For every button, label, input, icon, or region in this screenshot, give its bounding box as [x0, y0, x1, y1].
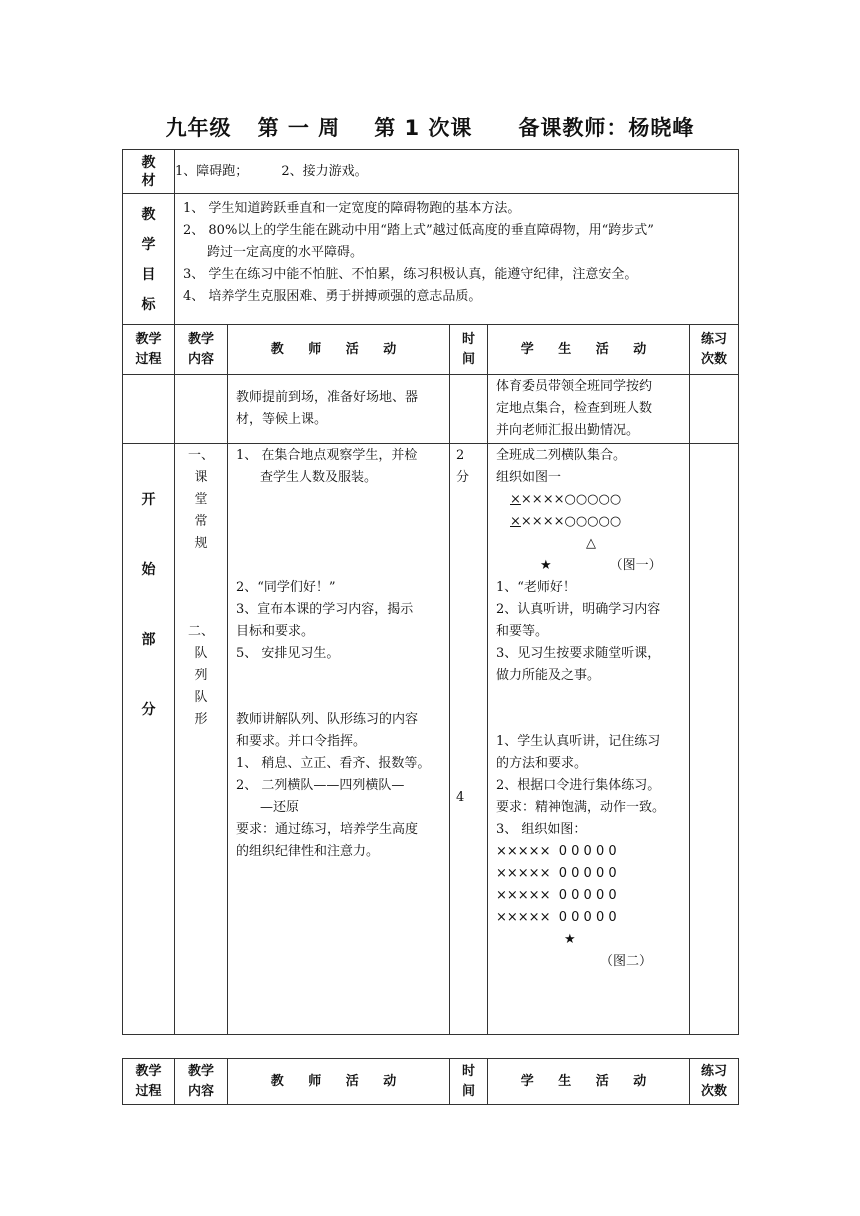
routine-title: 一、 课 堂 常 规 [187, 448, 214, 551]
section-practice [690, 444, 739, 1035]
section-time: 2 分 4 [450, 444, 488, 1035]
column-header-row [123, 325, 739, 375]
pre-class-time [450, 375, 488, 444]
formation-row: ××××× 0 0 0 0 0 [496, 910, 617, 925]
pre-class-row [123, 375, 739, 444]
formation-row: ××××× 0 0 0 0 0 [496, 844, 617, 859]
col-time: 时 间 [450, 1059, 488, 1105]
col-teacher: 教 师 活 动 [228, 325, 450, 375]
pre-class-student: 体育委员带领全班同学按约 定地点集合，检查到班人数 并向老师汇报出勤情况。 [488, 375, 690, 444]
figure-caption: （图二） [600, 954, 653, 969]
star-icon: ★ [564, 932, 576, 947]
materials-label: 教 材 [123, 150, 175, 194]
formation-row: ×××××○○○○○ [510, 514, 622, 529]
col-process: 教学 过程 [123, 1059, 175, 1105]
continuation-header-table [122, 1058, 739, 1105]
formation-row: ×××××○○○○○ [510, 492, 622, 507]
section-student: 全班成二列横队集合。 组织如图一 ×××××○○○○○ ×××××○○○○○ △ ★ （图一） 1、“老师好！ 2、认真听讲，明确学习内容 和要等。 3、见习生按要求随堂听课， 做力所能及之事。 1、学生认真听讲，记住练习 的方法和要求。 2、根据口令进行集体练习。 要求：精神饱满，动作一致。 3、 组织如图： ××××× 0 0 0 0 0 ××××× 0 0 0 0 0 ××××× 0 0 0 0 0 ××××× 0 0 0 0 0 ★ （图二） [488, 444, 690, 1035]
section-teacher: 1、 在集合地点观察学生，并检 查学生人数及服装。 2、“同学们好！” 3、宣布本课的学习内容，揭示 目标和要求。 5、 安排见习生。 教师讲解队列、队形练习的内容 和要求。并口令指挥。 1、 稍息、立正、看齐、报数等。 2、 二列横队——四列横队— —还原 要求：通过练习，培养学生高度 的组织纪律性和注意力。 [228, 444, 450, 1035]
objective-item: 3、 学生在练习中能不怕脏、不怕累，练习积极认真，能遵守纪律，注意安全。 [183, 267, 638, 282]
col-student: 学 生 活 动 [488, 1059, 690, 1105]
objectives-row [123, 194, 739, 325]
col-practice: 练习 次数 [690, 325, 739, 375]
drill-title: 二、 队 列 队 形 [187, 624, 214, 727]
formation-triangle: △ [586, 536, 596, 551]
star-icon: ★ [540, 558, 552, 573]
formation-row: ××××× 0 0 0 0 0 [496, 866, 617, 881]
col-practice: 练习 次数 [690, 1059, 739, 1105]
objective-item: 4、 培养学生克服困难、勇于拼搏顽强的意志品质。 [183, 289, 482, 304]
col-teacher: 教 师 活 动 [228, 1059, 450, 1105]
section-content [175, 444, 228, 1035]
grade-label: 九年级 [165, 116, 232, 140]
lesson-label: 第 1 次课 [374, 116, 473, 140]
objective-item: 跨过一定高度的水平障碍。 [207, 245, 364, 260]
col-content: 教学 内容 [175, 1059, 228, 1105]
pre-class-process [123, 375, 175, 444]
objective-item: 2、 80%以上的学生能在跳动中用“踏上式”越过低高度的垂直障碍物，用“跨步式” [183, 223, 654, 238]
col-time: 时 间 [450, 325, 488, 375]
opening-section-row [123, 444, 739, 1035]
formation-figure-caption: ★ （图一） [496, 555, 687, 577]
formation-row: ××××× 0 0 0 0 0 [496, 888, 617, 903]
col-process: 教学 过程 [123, 325, 175, 375]
lesson-plan-table [122, 149, 739, 1035]
objectives-text [175, 194, 739, 325]
week-label: 第 一 周 [257, 116, 341, 140]
teacher-label: 备课教师：杨晓峰 [518, 116, 695, 140]
objectives-label: 教 学 目 标 [123, 194, 175, 325]
materials-row [123, 150, 739, 194]
objective-item: 1、 学生知道跨跃垂直和一定宽度的障碍物跑的基本方法。 [183, 201, 521, 216]
pre-class-content [175, 375, 228, 444]
pre-class-practice [690, 375, 739, 444]
col-content: 教学 内容 [175, 325, 228, 375]
page-title [0, 112, 860, 142]
materials-text: 1、障碍跑； 2、接力游戏。 [175, 150, 739, 194]
pre-class-teacher: 教师提前到场，准备好场地、器 材，等候上课。 [228, 375, 450, 444]
column-header-row [123, 1059, 739, 1105]
col-student: 学 生 活 动 [488, 325, 690, 375]
section-label: 开 始 部 分 [123, 444, 175, 1035]
